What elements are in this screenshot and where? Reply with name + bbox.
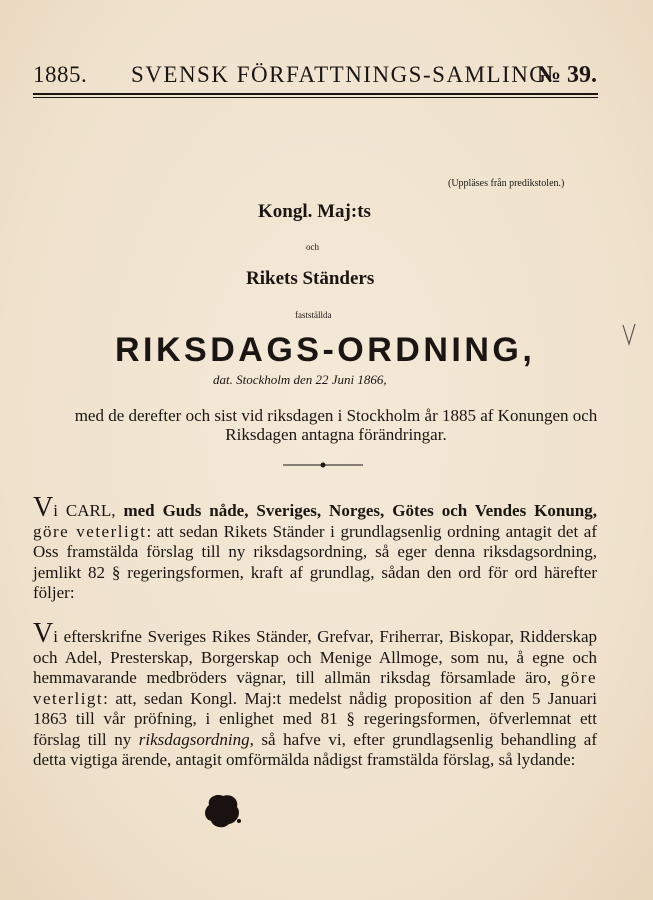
- date-line: dat. Stockholm den 22 Juni 1866,: [213, 372, 387, 387]
- riksdagsordning-italic: riksdagsordning: [138, 729, 250, 749]
- page-header: [33, 62, 597, 94]
- estates-paragraph: [33, 618, 597, 771]
- heading-faststalda: fastställda: [295, 310, 332, 320]
- gore-veterligt-2: göre veterligt: [33, 668, 597, 708]
- dropcap-v2: V: [33, 618, 54, 649]
- amendments-line: med de derefter och sist vid riksdagen i Stockholm år 1885 af Konungen och Riksdagen antagna förändringar.: [74, 406, 598, 444]
- header-title: SVENSK FÖRFATTNINGS-SAMLING.: [131, 62, 555, 87]
- heading-line-rikets: Rikets Ständers: [246, 268, 375, 289]
- header-year: 1885.: [33, 62, 88, 87]
- proclamation-paragraph: [33, 492, 597, 604]
- estates-text-c: , så hafve vi, efter grundlagsenlig behandling af detta vigtiga ärende, antagit omförmälda nådigst framstälda förslag, så lydande:: [33, 729, 597, 769]
- ink-blot: [201, 791, 243, 831]
- header-rule-thick: [33, 93, 598, 95]
- dropcap-v: V: [33, 492, 54, 523]
- heading-line-kongl: Kongl. Maj:ts: [258, 201, 371, 222]
- title-of-king: med Guds nåde, Sveriges, Norges, Götes och Vendes Konung,: [115, 501, 597, 520]
- gore-veterligt: göre veterligt: [33, 521, 147, 541]
- estates-text-a: i efterskrifne Sveriges Rikes Ständer, Grefvar, Friherrar, Biskopar, Ridderskap och Adel, Presterskap, Borgerskap och Menige Allmoge, som nu, å egne och hemmavarande medbröders vägnar, till allmän riksdag församlade äro,: [33, 627, 597, 687]
- header-rule-thin: [33, 97, 598, 98]
- main-title: RIKSDAGS-ORDNING,: [115, 331, 536, 369]
- opening-text: i CARL,: [53, 501, 116, 520]
- ornament-divider: [283, 462, 363, 468]
- estates-text-b: : att, sedan Kongl. Maj:t medelst nådig proposition af den 5 Januari 1863 till vår pröfning, i enlighet med 81 § regeringsformen, öfverlemnat ett förslag till ny: [33, 688, 597, 749]
- proclamation-body: : att sedan Rikets Ständer i grundlagsenlig ordning antagit det af Oss framstälda förslag till ny riksdagsordning, så eger denna riksdagsordning, jemlikt 82 § regeringsformen, kraft af grundlag, sådan den ord för ord härefter följer:: [33, 521, 597, 602]
- pencil-mark: [620, 322, 638, 348]
- reading-note: (Uppläses från predikstolen.): [448, 178, 565, 189]
- header-number: № 39.: [536, 62, 597, 88]
- heading-och: och: [306, 242, 319, 252]
